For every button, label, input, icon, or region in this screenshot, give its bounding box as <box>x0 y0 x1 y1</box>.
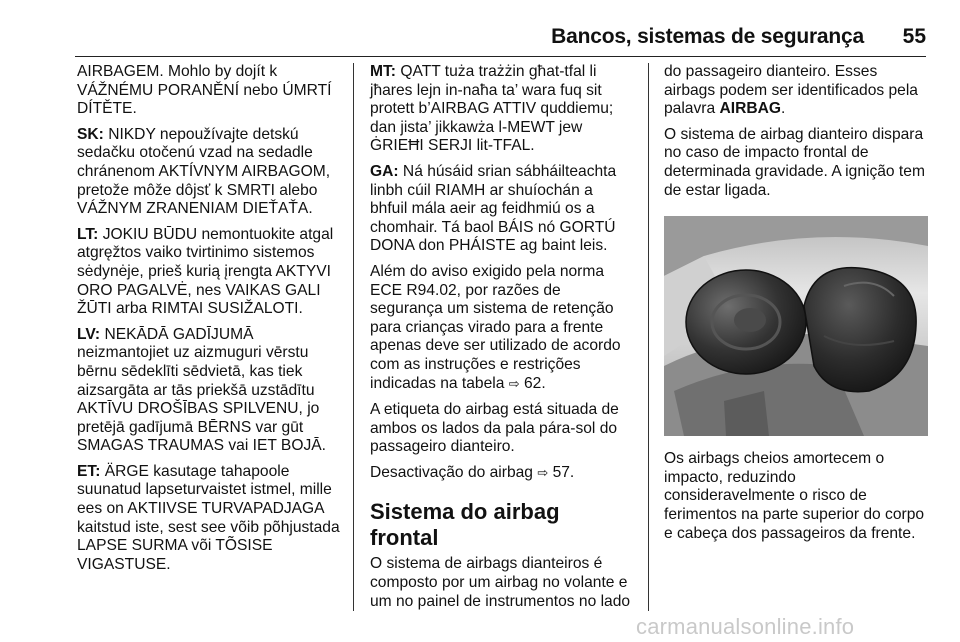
language-code: MT: <box>370 63 396 80</box>
page-reference-icon: ⇨ <box>508 376 520 392</box>
warning-text: NEKĀDĀ GADĪJUMĀ neizmantojiet uz aizmuguri vērstu bērnu sēdeklīti sēdvietā, kas tiek aizsargāta ar tās priekšā uzstādītu AKTĪVU DROŠĪBAS SPILVENU, jo pretējā gadījumā BĒRNS var gūt SMAGAS TRAUMAS vai IET BOJĀ. <box>77 325 326 455</box>
airbag-keyword: AIRBAG <box>719 100 781 118</box>
warning-sk <box>77 126 340 219</box>
language-code: ET: <box>77 462 101 480</box>
inflated-airbags-image <box>664 216 928 436</box>
language-code: GA: <box>370 162 399 180</box>
column-left <box>77 63 340 581</box>
column-divider <box>648 63 649 611</box>
warning-continuation: AIRBAGEM. Mohlo by dojít k VÁŽNÉMU PORANĚNÍ nebo ÚMRTÍ DÍTĚTE. <box>77 63 332 118</box>
page-reference-icon: ⇨ <box>537 465 549 481</box>
warning-text: QATT tuża trażżin għat-tfal li jħares lejn in-naħa ta’ wara fuq sit protett b’AIRBAG ATTIV quddiemu; dan jista’ jikkawża l-MEWT jew ĠRIEĦI SERJI lit-TFAL. <box>370 63 614 155</box>
paragraph-cushioning: Os airbags cheios amortecem o impacto, reduzindo consideravelmente o risco de ferimentos na parte superior do corpo e cabeça dos passageiros da frente. <box>664 450 925 542</box>
page-header <box>75 0 926 57</box>
page-number: 55 <box>902 25 926 48</box>
warning-text: JOKIU BŪDU nemontuokite atgal atgręžtos vaiko tvirtinimo sistemos sėdynėje, prieš kurią įrengta AKTYVI ORO PAGALVĖ, nes VAIKAS GALI ŽŪTI arba RIMTAI SUSIŽALOTI. <box>77 225 334 318</box>
column-divider <box>353 63 354 611</box>
page-title: Bancos, sistemas de segurança <box>551 25 864 48</box>
paragraph-label: A etiqueta do airbag está situada de ambos os lados da pala pára-sol do passageiro dianteiro. <box>370 401 619 456</box>
warning-ga <box>370 163 634 256</box>
warning-mt <box>370 63 634 156</box>
watermark: carmanualsonline.info <box>636 614 855 639</box>
warning-lt <box>77 226 340 319</box>
warning-lv <box>77 326 340 456</box>
column-right <box>664 63 928 550</box>
paragraph-frontal-airbag: O sistema de airbags dianteiros é composto por um airbag no volante e um no painel de instrumentos no lado <box>370 555 631 610</box>
paragraph-airbag-label: do passageiro dianteiro. Esses airbags podem ser identificados pela palavra AIRBAG. <box>664 63 918 118</box>
airbag-illustration <box>664 216 928 436</box>
paragraph-deactivation: Desactivação do airbag ⇨ 57. <box>370 463 575 481</box>
warning-text: Ná húsáid srian sábháilteachta linbh cúil RIAMH ar shuíochán a bhfuil mála aeir ag feidhmiú os a chomhair. Tá baol BÁIS nó GORTÚ DONA don PHÁISTE ag baint leis. <box>370 162 617 255</box>
paragraph-norm: Além do aviso exigido pela norma ECE R94.02, por razões de segurança um sistema de retenção para crianças virado para a frente apenas deve ser utilizado de acordo com as instruções e restrições indicadas na tabela ⇨ 62. <box>370 262 621 392</box>
language-code: SK: <box>77 125 104 143</box>
language-code: LT: <box>77 225 99 243</box>
warning-et <box>77 463 340 575</box>
page-reference-link[interactable]: 62. <box>523 374 546 392</box>
column-middle <box>370 63 634 618</box>
warning-text: NIKDY nepoužívajte detskú sedačku otočenú vzad na sedadle chránenom AKTÍVNYM AIRBAGOM, pretože môže dôjsť k SMRTI alebo VÁŽNYM ZRANENIAM DIEŤAŤA. <box>77 125 331 218</box>
paragraph-trigger: O sistema de airbag dianteiro dispara no caso de impacto frontal de determinada gravidade. A ignição tem de estar ligada. <box>664 125 925 199</box>
warning-text: ÄRGE kasutage tahapoole suunatud lapseturvaistet istmel, mille ees on AKTIIVSE TURVAPADJAGA kaitstud iste, sest see võib põhjustada LAPSE SURMA või TÕSISE VIGASTUSE. <box>77 462 340 573</box>
section-heading: Sistema do airbag frontal <box>370 499 560 551</box>
page-reference-link[interactable]: 57. <box>552 463 575 481</box>
language-code: LV: <box>77 325 101 343</box>
